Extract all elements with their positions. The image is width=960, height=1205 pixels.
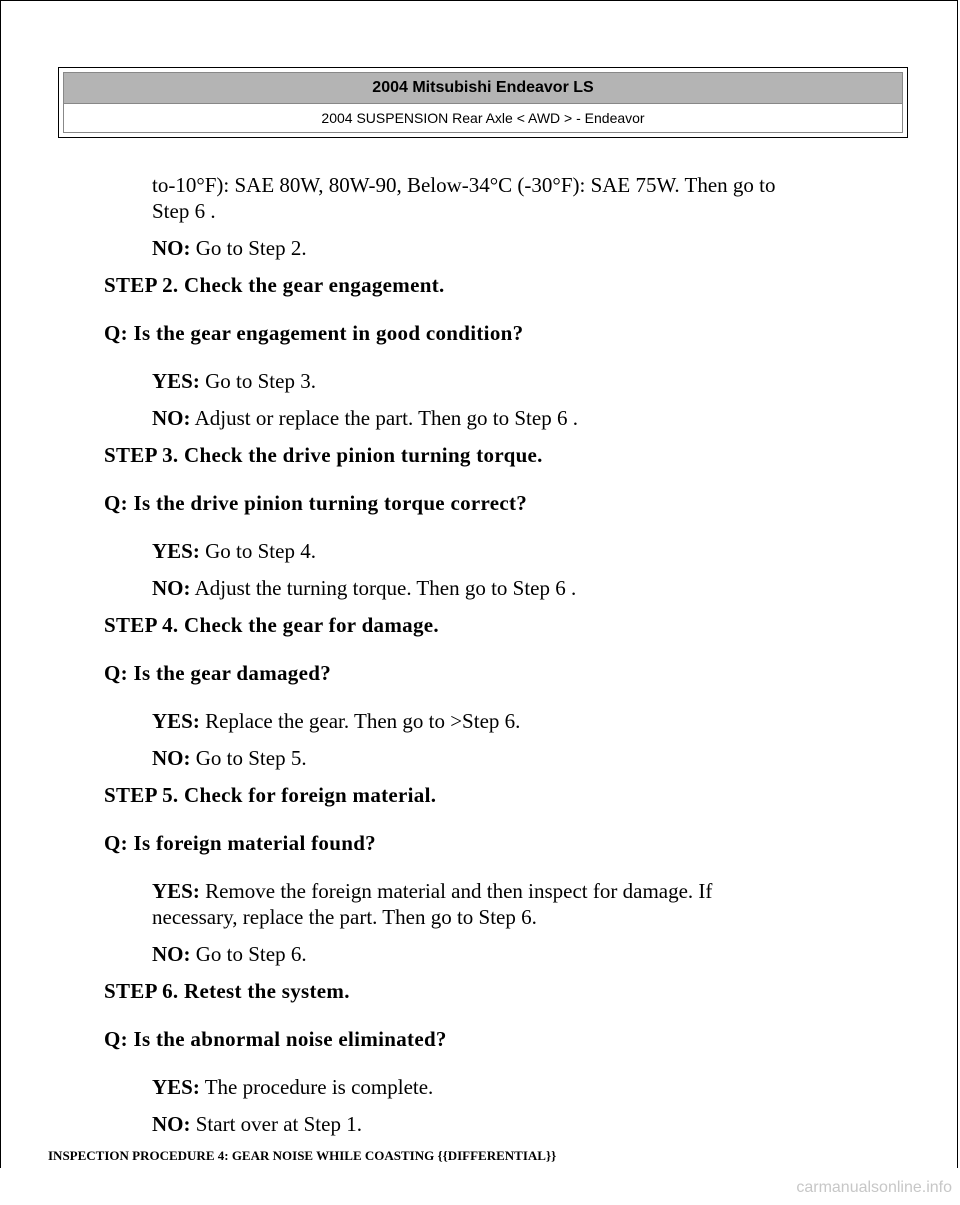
yes-label: YES: xyxy=(152,709,200,733)
no-label: NO: xyxy=(152,406,191,430)
step1-no-answer xyxy=(104,235,914,261)
answer-text: Adjust or replace the part. Then go to Step 6 . xyxy=(190,406,578,430)
no-label: NO: xyxy=(152,942,191,966)
section-subtitle: 2004 SUSPENSION Rear Axle < AWD > - Endeavor xyxy=(321,110,645,126)
step3-question: Q: Is the drive pinion turning torque correct? xyxy=(104,491,528,515)
step6-title: STEP 6. Retest the system. xyxy=(104,979,350,1003)
step4-title: STEP 4. Check the gear for damage. xyxy=(104,613,439,637)
intro-line-2: Step 6 . xyxy=(152,199,216,223)
yes-label: YES: xyxy=(152,539,200,563)
intro-text xyxy=(104,172,914,224)
intro-line-1: to-10°F): SAE 80W, 80W-90, Below-34°C (-30°F): SAE 75W. Then go to xyxy=(152,173,776,197)
no-label: NO: xyxy=(152,576,191,600)
answer-text: The procedure is complete. xyxy=(199,1075,434,1099)
no-label: NO: xyxy=(152,236,191,260)
step6-no-answer xyxy=(104,1111,914,1137)
step4-yes-answer xyxy=(104,708,914,734)
step5-no-answer xyxy=(104,941,914,967)
yes-label: YES: xyxy=(152,879,200,903)
answer-text: Start over at Step 1. xyxy=(190,1112,362,1136)
step5-yes-answer xyxy=(104,878,914,930)
step6-question: Q: Is the abnormal noise eliminated? xyxy=(104,1027,447,1051)
page-footer: INSPECTION PROCEDURE 4: GEAR NOISE WHILE COASTING {{DIFFERENTIAL}} xyxy=(48,1148,557,1163)
answer-text: Go to Step 2. xyxy=(190,236,307,260)
document-header xyxy=(58,67,908,138)
answer-text: Adjust the turning torque. Then go to Step 6 . xyxy=(190,576,577,600)
step3-yes-answer xyxy=(104,538,914,564)
step3-no-answer xyxy=(104,575,914,601)
answer-text: Go to Step 4. xyxy=(199,539,316,563)
step2-yes-answer xyxy=(104,368,914,394)
no-label: NO: xyxy=(152,1112,191,1136)
yes-label: YES: xyxy=(152,1075,200,1099)
header-inner xyxy=(63,72,903,133)
step2-no-answer xyxy=(104,405,914,431)
no-label: NO: xyxy=(152,746,191,770)
answer-text: Go to Step 5. xyxy=(190,746,307,770)
procedure-content xyxy=(104,172,914,1137)
answer-text-line-2: necessary, replace the part. Then go to Step 6. xyxy=(152,905,537,929)
step6-yes-answer xyxy=(104,1074,914,1100)
step3-title: STEP 3. Check the drive pinion turning torque. xyxy=(104,443,543,467)
watermark-logo[interactable]: carmanualsonline.info xyxy=(796,1179,952,1196)
answer-text-line-1: Remove the foreign material and then inspect for damage. If xyxy=(199,879,713,903)
vehicle-title: 2004 Mitsubishi Endeavor LS xyxy=(64,73,902,104)
answer-text: Go to Step 3. xyxy=(199,369,316,393)
step2-question: Q: Is the gear engagement in good condition? xyxy=(104,321,524,345)
answer-text: Go to Step 6. xyxy=(190,942,307,966)
answer-text: Replace the gear. Then go to >Step 6. xyxy=(199,709,521,733)
step4-no-answer xyxy=(104,745,914,771)
step4-question: Q: Is the gear damaged? xyxy=(104,661,331,685)
yes-label: YES: xyxy=(152,369,200,393)
step2-title: STEP 2. Check the gear engagement. xyxy=(104,273,445,297)
step5-question: Q: Is foreign material found? xyxy=(104,831,376,855)
step5-title: STEP 5. Check for foreign material. xyxy=(104,783,437,807)
